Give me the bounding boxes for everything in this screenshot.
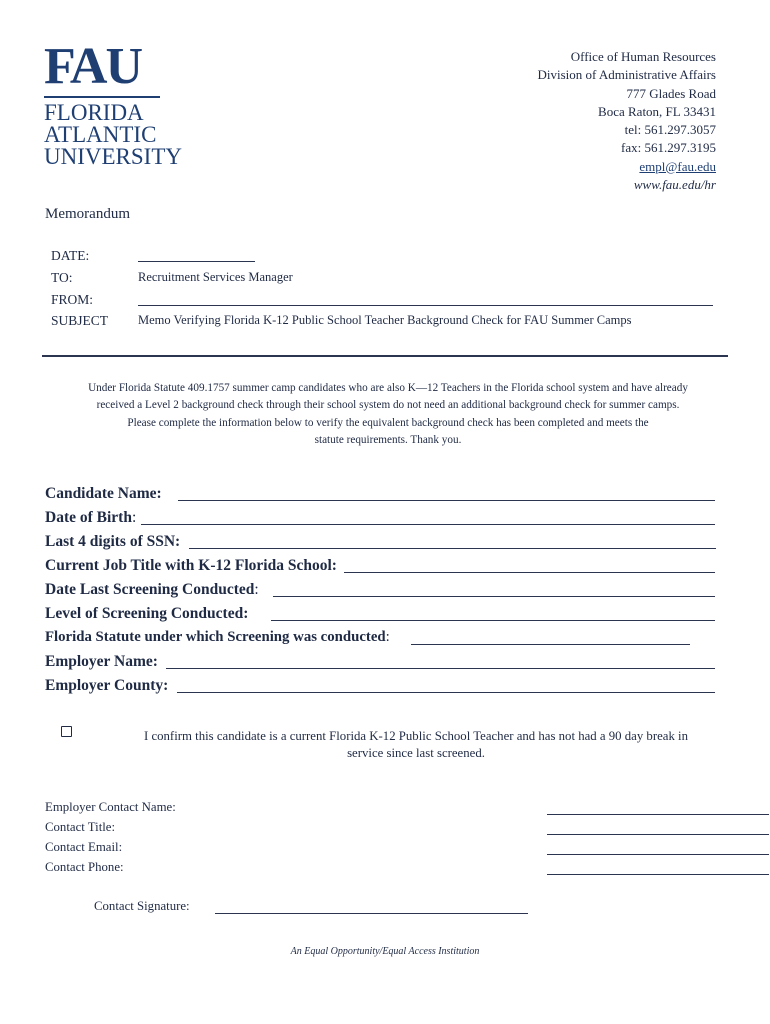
confirm-line-2: service since last screened. xyxy=(347,745,485,760)
logo-rule xyxy=(44,96,160,98)
contact-name-label: Employer Contact Name: xyxy=(45,800,176,814)
date-of-birth-line[interactable] xyxy=(141,524,715,525)
job-title-field[interactable] xyxy=(45,557,337,575)
intro-line-4: statute requirements. Thank you. xyxy=(314,433,462,446)
logo-line-atlantic: ATLANTIC xyxy=(44,122,157,147)
ssn-line[interactable] xyxy=(189,548,716,549)
date-last-screening-line[interactable] xyxy=(273,596,715,597)
job-title-line[interactable] xyxy=(344,572,715,573)
ssn-label: Last 4 digits of SSN: xyxy=(45,533,181,550)
contact-signature-line[interactable] xyxy=(215,913,528,914)
city-address: Boca Raton, FL 33431 xyxy=(598,103,716,119)
confirm-checkbox[interactable] xyxy=(61,726,72,737)
contact-title-line[interactable] xyxy=(547,834,769,835)
division-name: Division of Administrative Affairs xyxy=(537,67,716,83)
footer-text: An Equal Opportunity/Equal Access Institution xyxy=(290,946,480,957)
from-field[interactable] xyxy=(138,292,713,310)
from-label: FROM: xyxy=(51,292,94,307)
fau-logo xyxy=(44,38,182,169)
intro-line-3: Please complete the information below to verify the equivalent background check has been completed and meets the xyxy=(127,417,649,429)
memo-title: Memorandum xyxy=(45,206,130,222)
level-screening-line[interactable] xyxy=(271,620,715,621)
confirm-line-1: I confirm this candidate is a current Florida K-12 Public School Teacher and has not had a 90 day break in xyxy=(144,729,688,743)
memo-divider xyxy=(42,355,728,357)
contact-phone-line[interactable] xyxy=(547,874,769,875)
logo-line-university: UNIVERSITY xyxy=(44,144,182,169)
to-label: TO: xyxy=(51,270,73,285)
employer-county-line[interactable] xyxy=(177,692,715,693)
contact-phone-label: Contact Phone: xyxy=(45,860,124,874)
job-title-label: Current Job Title with K-12 Florida School: xyxy=(45,557,337,574)
level-screening-field[interactable] xyxy=(45,605,248,623)
ssn-field[interactable] xyxy=(45,533,180,551)
logo-line-florida: FLORIDA xyxy=(44,100,144,125)
date-field[interactable] xyxy=(138,248,255,266)
date-last-screening-colon: : xyxy=(254,581,259,598)
date-of-birth-label: Date of Birth xyxy=(45,509,132,526)
employer-name-label: Employer Name: xyxy=(45,653,158,670)
employer-name-field[interactable] xyxy=(45,653,158,671)
statute-colon: : xyxy=(385,629,390,645)
employer-county-field[interactable] xyxy=(45,677,168,695)
subject-label: SUBJECT xyxy=(51,313,109,328)
logo-mark: FAU xyxy=(44,38,142,95)
contact-email-label: Contact Email: xyxy=(45,840,123,854)
intro-text xyxy=(48,380,728,448)
statute-field[interactable] xyxy=(45,629,390,646)
contact-title-label: Contact Title: xyxy=(45,820,116,834)
contact-name-line[interactable] xyxy=(547,814,769,815)
date-last-screening-field[interactable] xyxy=(45,581,259,599)
fax: fax: 561.297.3195 xyxy=(621,140,716,156)
statute-line[interactable] xyxy=(411,644,690,645)
website-link[interactable]: www.fau.edu/hr xyxy=(633,177,716,193)
candidate-name-label: Candidate Name: xyxy=(45,485,162,502)
intro-line-2: received a Level 2 background check through their school system do not need an additional background check for summer camps. xyxy=(96,398,680,411)
statute-label: Florida Statute under which Screening was conducted xyxy=(45,629,386,645)
level-screening-label: Level of Screening Conducted: xyxy=(45,605,249,622)
address-block xyxy=(538,48,717,194)
date-label: DATE: xyxy=(51,248,90,263)
email-link[interactable]: empl@fau.edu xyxy=(639,158,716,174)
contact-email-line[interactable] xyxy=(547,854,769,855)
confirm-text xyxy=(110,728,722,761)
subject-value: Memo Verifying Florida K-12 Public School Teacher Background Check for FAU Summer Camps xyxy=(138,313,632,327)
office-name: Office of Human Resources xyxy=(570,49,716,64)
candidate-name-line[interactable] xyxy=(178,500,715,501)
to-value: Recruitment Services Manager xyxy=(138,270,293,284)
date-of-birth-colon: : xyxy=(131,509,137,526)
candidate-name-field[interactable] xyxy=(45,485,162,503)
intro-line-1: Under Florida Statute 409.1757 summer camp candidates who are also K—12 Teachers in the Florida school system and have already xyxy=(88,382,688,394)
contact-signature-label: Contact Signature: xyxy=(94,899,190,913)
date-of-birth-field[interactable] xyxy=(45,509,136,527)
employer-name-line[interactable] xyxy=(166,668,715,669)
telephone: tel: 561.297.3057 xyxy=(624,122,716,138)
street-address: 777 Glades Road xyxy=(626,85,716,101)
date-last-screening-label: Date Last Screening Conducted xyxy=(45,581,255,598)
employer-county-label: Employer County: xyxy=(45,677,169,694)
